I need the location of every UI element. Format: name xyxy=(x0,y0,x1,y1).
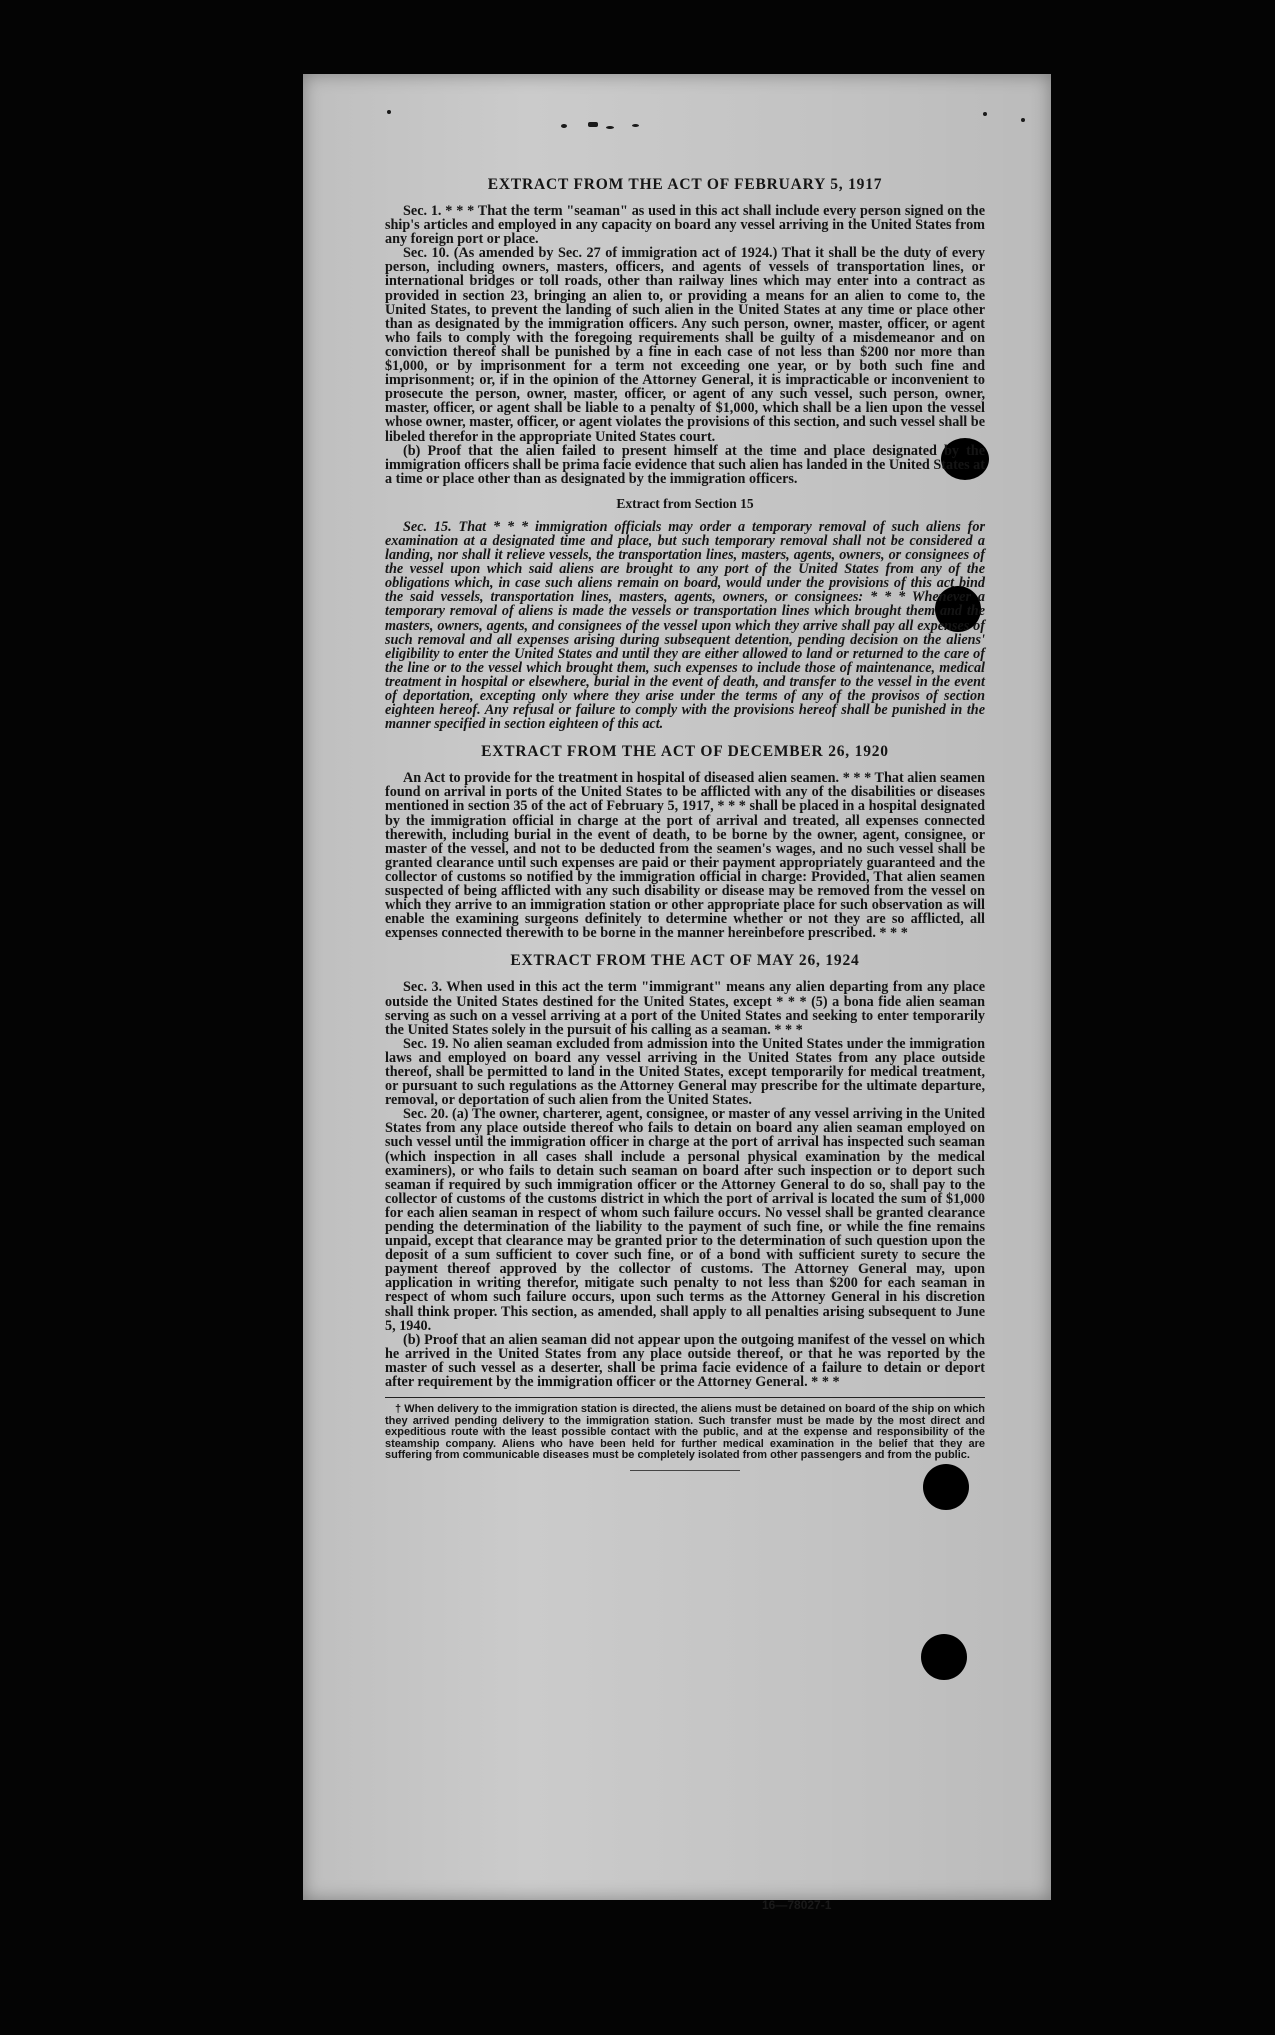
ink-speck xyxy=(1021,118,1025,122)
divider xyxy=(385,1397,985,1398)
paragraph: An Act to provide for the treatment in hospital of diseased alien seamen. * * * That alien seamen found on arrival in ports of the United States to be afflicted with any of the disabilities or diseases mentioned in section 35 of the act of February 5, 1917, * * * shall be placed in a hospital designated by the immigration official in charge at the port of arrival and treated, all expenses connected therewith, including burial in the event of death, to be borne by the owner, agent, consignee, or master of the vessel, and not to be deducted from the seamen's wages, and no such vessel shall be granted clearance until such expenses are paid or their payment appropriately guaranteed and the collector of customs so notified by the immigration official in charge: Provided, That alien seamen suspected of being afflicted with any such disability or disease may be removed from the vessel on which they arrive to an immigration station or other appropriate place for such observation as will enable the examining surgeons definitely to determine whether or not they are so afflicted, all expenses connected therewith to be borne in the manner hereinbefore prescribed. * * * xyxy=(385,770,985,942)
form-number: 16—78027-1 xyxy=(762,1898,832,1912)
paragraph: Sec. 19. No alien seaman excluded from admission into the United States under the immigration laws and employed on board any vessel arriving in the United States from any place outside thereof, shall be permitted to land in the United States, except temporarily for medical treatment, or pursuant to such regulations as the Attorney General may prescribe for the ultimate departure, removal, or deportation of such alien from the United States. xyxy=(385,1035,985,1109)
section-subheading: Extract from Section 15 xyxy=(616,495,754,511)
ink-speck xyxy=(387,110,391,114)
section-heading: EXTRACT FROM THE ACT OF FEBRUARY 5, 1917 xyxy=(487,176,883,193)
paragraph: (b) Proof that an alien seaman did not appear upon the outgoing manifest of the vessel on which he arrived in the United States from any place outside thereof, or that he was reported by the master of such vessel as a deserter, shall be prima facie evidence of a failure to detain or deport after requirement by the immigration officer or the Attorney General. * * * xyxy=(385,1331,985,1391)
footnote: † When delivery to the immigration station is directed, the aliens must be detained on board of the ship on which they arrived pending delivery to the immigration station. Such transfer must be made by the most direct and expeditious route with the least possible contact with the public, and at the expense and responsibility of the steamship company. Aliens who have been held for further medical examination in the belief that they are suffering from communicable diseases must be completely isolated from other passengers and from the public. xyxy=(385,1403,985,1462)
divider xyxy=(630,1470,740,1471)
document-body xyxy=(385,176,985,1475)
document-page xyxy=(303,74,1051,1912)
paragraph: Sec. 20. (a) The owner, charterer, agent, consignee, or master of any vessel arriving in the United States from any place outside thereof who fails to detain on board any alien seaman employed on such vessel until the immigration officer in charge at the port of arrival has inspected such seaman (which inspection in all cases shall include a personal physical examination by the medical examiners), or who fails to detain such seaman on board after such inspection or to deport such seaman if required by such immigration officer or the Attorney General to do so, shall pay to the collector of customs of the customs district in which the port of arrival is located the sum of $1,000 for each alien seaman in respect of whom such failure occurs. No vessel shall be granted clearance pending the determination of the liability to the payment of such fine, or while the fine remains unpaid, except that clearance may be granted prior to the determination of such question upon the deposit of a sum sufficient to cover such fine, or of a bond with sufficient surety to secure the payment thereof approved by the collector of customs. The Attorney General may, upon application in writing therefor, mitigate such penalty to not less than $200 for each seaman in respect of whom such failure occurs, upon such terms as the Attorney General in his discretion shall think proper. This section, as amended, shall apply to all penalties arising subsequent to June 5, 1940. xyxy=(385,1106,985,1334)
punch-hole xyxy=(921,1634,967,1680)
ink-speck xyxy=(632,124,639,127)
italic-paragraph: Sec. 15. That * * * immigration officials may order a temporary removal of such aliens for examination at a designated time and place, but such temporary removal shall not be considered a landing, nor shall it relieve vessels, the transportation lines, masters, agents, owners, or consignees of the vessel upon which said aliens are brought to any port of the United States from any of the obligations which, in case such aliens remain on board, would under the provisions of this act bind the said vessels, transportation lines, masters, agents, owners, or consignees: * * * Whenever a temporary removal of aliens is made the vessels or transportation lines which brought them and the masters, owners, agents, and consignees of the vessel upon which they arrive shall pay all expenses of such removal and all expenses arising during subsequent detention, pending decision on the aliens' eligibility to enter the United States and until they are either allowed to land or returned to the care of the line or to the vessel which brought them, such expenses to include those of maintenance, medical treatment in hospital or elsewhere, burial in the event of death, and transfer to the vessel in the event of deportation, excepting only where they arise under the terms of any of the provisos of section eighteen hereof. Any refusal or failure to comply with the provisions hereof shall be punished in the manner specified in section eighteen of this act. xyxy=(385,518,985,733)
ink-speck xyxy=(588,122,598,127)
ink-speck xyxy=(606,126,614,129)
section-heading: EXTRACT FROM THE ACT OF DECEMBER 26, 1920 xyxy=(481,743,889,761)
paragraph: Sec. 10. (As amended by Sec. 27 of immigration act of 1924.) That it shall be the duty of every person, including owners, masters, officers, and agents of vessels of transportation lines, or international bridges or toll roads, other than railway lines which may enter into a contract as provided in section 23, bringing an alien to, or providing a means for an alien to come to, the United States, to prevent the landing of such alien in the United States at any time or place other than as designated by the immigration officers. Any such person, owner, master, officer, or agent who fails to comply with the foregoing requirements shall be guilty of a misdemeanor and on conviction thereof shall be punished by a fine in each case of not less than $200 nor more than $1,000, or by imprisonment for a term not exceeding one year, or by both such fine and imprisonment; or, if in the opinion of the Attorney General, it is impracticable or inconvenient to prosecute the person, owner, master, officer, or agent of any such vessel, such person, owner, master, officer, or agent shall be liable to a penalty of $1,000, which shall be a lien upon the vessel whose owner, master, officer, or agent violates the provisions of this section, and such vessel shall be libeled therefor in the appropriate United States court. xyxy=(385,245,985,445)
ink-speck xyxy=(561,124,567,128)
paragraph: Sec. 1. * * * That the term "seaman" as used in this act shall include every person signed on the ship's articles and employed in any capacity on board any vessel arriving in the United States from any foreign port or place. xyxy=(385,203,985,248)
paragraph: Sec. 3. When used in this act the term "immigrant" means any alien departing from any place outside the United States destined for the United States, except * * * (5) a bona fide alien seaman serving as such on a vessel arriving at a port of the United States and seeking to enter temporarily the United States solely in the pursuit of his calling as a seaman. * * * xyxy=(385,979,985,1038)
ink-speck xyxy=(983,112,987,116)
paragraph: (b) Proof that the alien failed to present himself at the time and place designated by the immigration officers shall be prima facie evidence that such alien has landed in the United States at a time or place other than as designated by the immigration officers. xyxy=(385,442,985,487)
section-heading: EXTRACT FROM THE ACT OF MAY 26, 1924 xyxy=(510,952,860,970)
